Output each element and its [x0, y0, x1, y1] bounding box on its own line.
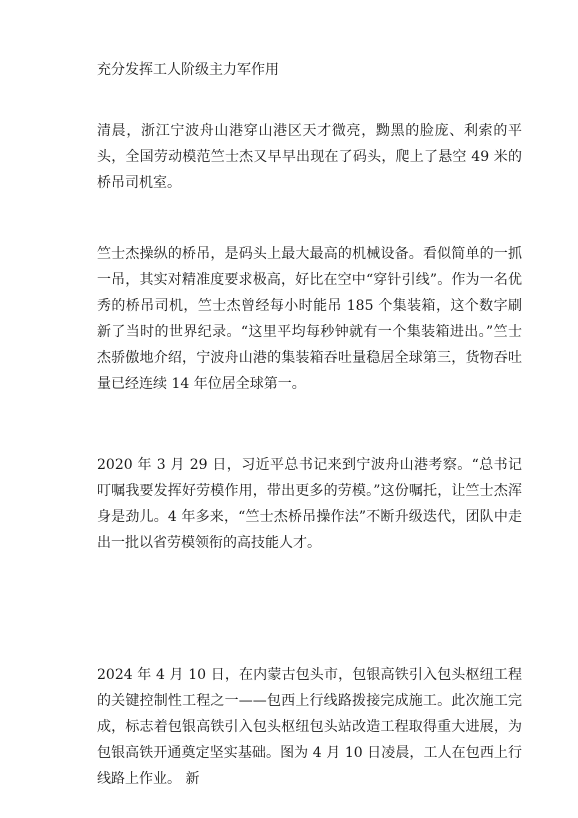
paragraph-bridge-crane: 竺士杰操纵的桥吊，是码头上最大最高的机械设备。看似简单的一抓一吊，其实对精准度要求极高，好比在空中“穿针引线”。作为一名优秀的桥吊司机，竺士杰曾经每小时能吊 185 个集装箱，这个数字刷新了当时的世界纪录。“这里平均每秒钟就有一个集装箱进出。”竺士杰骄傲地介绍，宁波舟山港的集装箱吞吐量稳居全球第三，货物吞吐量已经连续 14 年位居全球第一。	[97, 246, 522, 392]
article-title: 充分发挥工人阶级主力军作用	[97, 62, 279, 78]
paragraph-dawn-at-port: 清晨，浙江宁波舟山港穿山港区天才微亮，黝黑的脸庞、利索的平头，全国劳动模范竺士杰又早早出现在了码头，爬上了悬空 49 米的桥吊司机室。	[97, 123, 522, 191]
paragraph-railway-construction: 2024 年 4 月 10 日，在内蒙古包头市，包银高铁引入包头枢纽工程的关键控制性工程之一——包西上行线路拨接完成施工。此次施工完成，标志着包银高铁引入包头枢纽包头站改造工程取得重大进展，为包银高铁开通奠定坚实基础。图为 4 月 10 日凌晨，工人在包西上行线路上作业。 新	[97, 667, 522, 787]
paragraph-inspection-visit: 2020 年 3 月 29 日，习近平总书记来到宁波舟山港考察。“总书记叮嘱我要发挥好劳模作用，带出更多的劳模。”这份嘱托，让竺士杰浑身是劲儿。4 年多来，“竺士杰桥吊操作法”不断升级迭代，团队中走出一批以省劳模领衔的高技能人才。	[97, 457, 522, 551]
